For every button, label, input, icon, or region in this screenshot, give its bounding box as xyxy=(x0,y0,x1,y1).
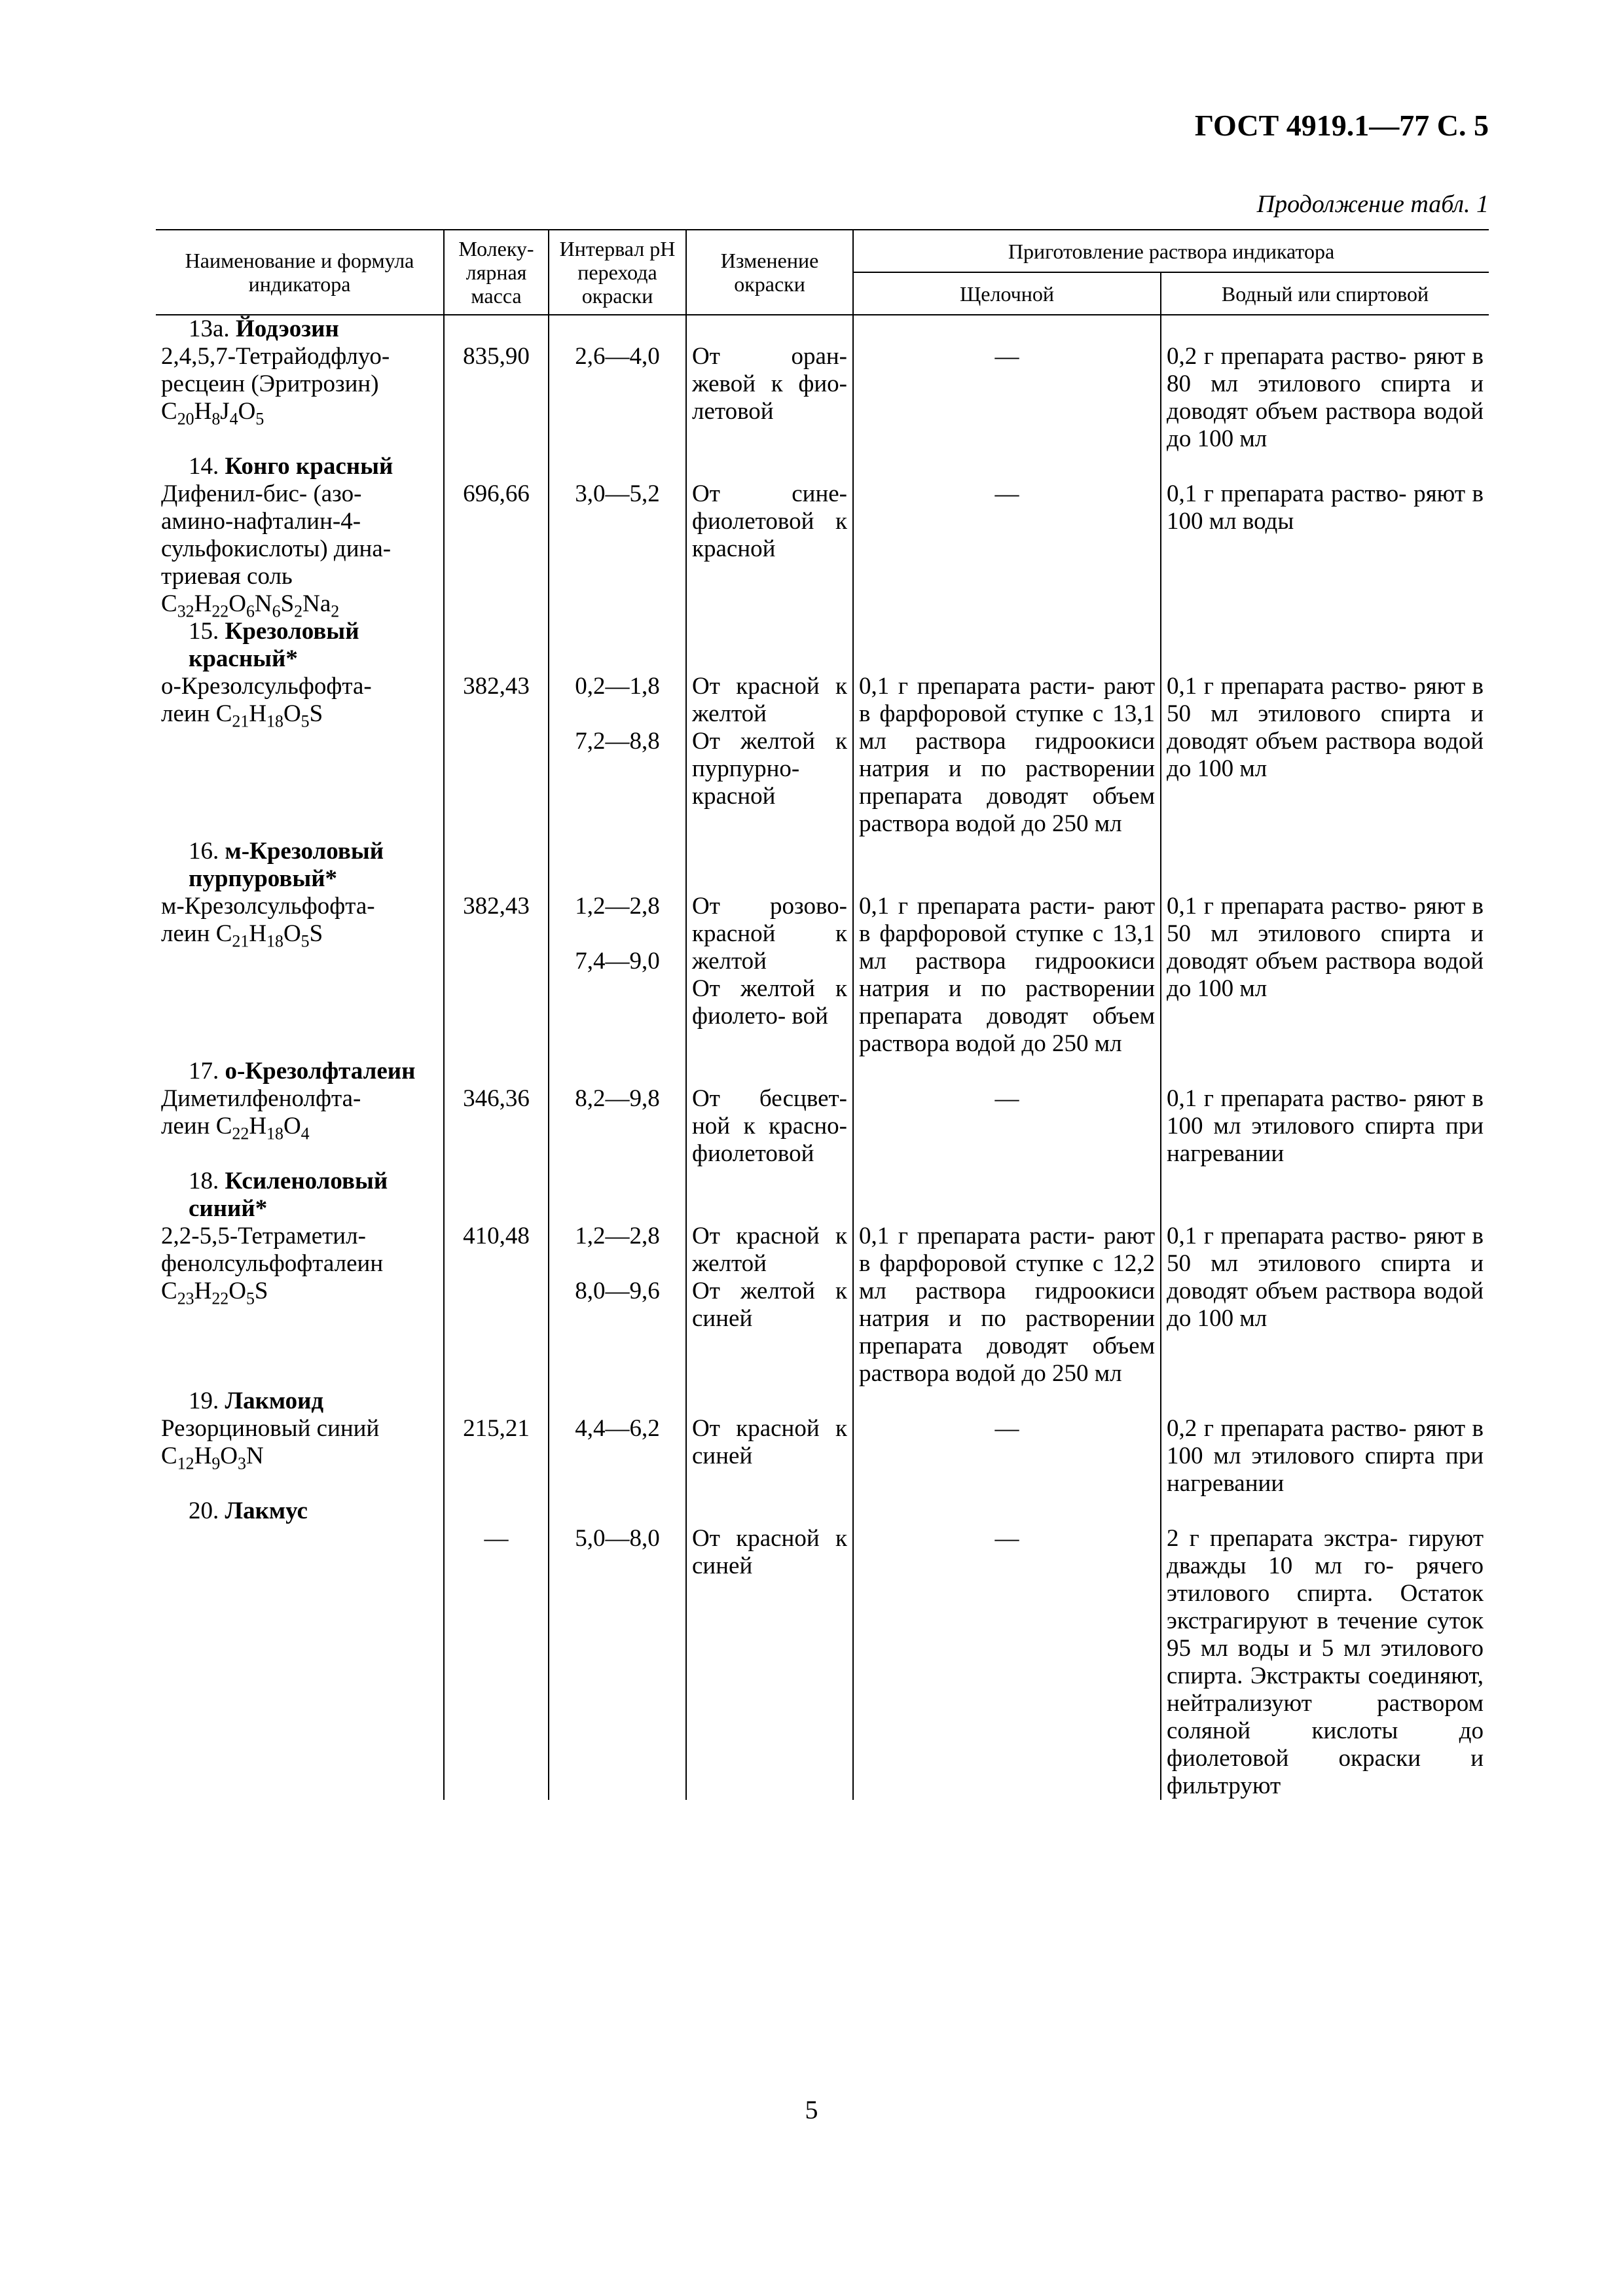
indicator-detail-row xyxy=(156,893,1489,1058)
indicator-detail-row xyxy=(156,343,1489,453)
empty-cell xyxy=(686,1388,853,1415)
indicator-detail-row xyxy=(156,1525,1489,1800)
indicator-formula-cell xyxy=(156,1525,444,1800)
formula-line: сульфокислоты) дина- xyxy=(161,535,392,562)
ph-interval xyxy=(549,673,686,838)
indicator-name: Йодэозин xyxy=(235,315,339,342)
indicator-detail-row xyxy=(156,1223,1489,1388)
empty-cell xyxy=(1161,1058,1489,1085)
ph-interval xyxy=(549,1525,686,1800)
alkaline-solution: 0,1 г препарата расти- рают в фарфоровой ступке с 12,2 мл раствора гидроокиси натрия и по растворении препарата доводят объем раствора водой до 250 мл xyxy=(853,1223,1161,1388)
indicator-table xyxy=(156,229,1489,1800)
empty-cell xyxy=(549,838,686,893)
indicator-detail-row xyxy=(156,1415,1489,1498)
ph-interval xyxy=(549,480,686,618)
empty-cell xyxy=(686,1498,853,1525)
water-alcohol-solution: 0,1 г препарата раство- ряют в 50 мл этилового спирта и доводят объем раствора водой до 100 мл xyxy=(1161,673,1489,838)
indicator-title xyxy=(156,315,444,343)
alkaline-solution: 0,1 г препарата расти- рают в фарфоровой ступке с 13,1 мл раствора гидроокиси натрия и по растворении препарата доводят объем раствора водой до 250 мл xyxy=(853,893,1161,1058)
empty-cell xyxy=(1161,618,1489,673)
color-change-text: От желтой к пурпурно- красной xyxy=(692,728,847,810)
indicator-formula-cell xyxy=(156,893,444,1058)
indicator-title xyxy=(156,1168,444,1223)
empty-cell xyxy=(1161,1168,1489,1223)
molecular-mass: 382,43 xyxy=(444,673,549,838)
empty-cell xyxy=(549,453,686,480)
table-body xyxy=(156,315,1489,1800)
ph-range: 8,0—9,6 xyxy=(575,1278,660,1304)
alkaline-solution: — xyxy=(853,1525,1161,1800)
indicator-number: 17. xyxy=(189,1058,225,1085)
chemical-formula: $C_{12}H_9O_3N$ xyxy=(161,1443,264,1473)
empty-cell xyxy=(686,315,853,343)
alkaline-solution: — xyxy=(853,1415,1161,1498)
col-header-preparation: Приготовление раствора индикатора xyxy=(853,230,1489,272)
indicator-name: Ксиленоловый синий* xyxy=(189,1168,388,1222)
water-alcohol-solution: 0,1 г препарата раство- ряют в 100 мл этилового спирта при нагревании xyxy=(1161,1085,1489,1168)
empty-cell xyxy=(444,1058,549,1085)
indicator-title xyxy=(156,1388,444,1415)
indicator-detail-row xyxy=(156,480,1489,618)
indicator-name: Крезоловый красный* xyxy=(189,618,359,672)
empty-cell xyxy=(686,618,853,673)
formula-line: фенолсульфофталеин xyxy=(161,1250,384,1277)
empty-cell xyxy=(686,1058,853,1085)
color-change-text: От бесцвет- ной к красно- фиолетовой xyxy=(692,1085,847,1167)
page-number: 5 xyxy=(805,2095,818,2125)
formula-line: амино-нафталин-4- xyxy=(161,508,361,535)
ph-range: 4,4—6,2 xyxy=(575,1415,660,1442)
molecular-mass: 346,36 xyxy=(444,1085,549,1168)
ph-interval xyxy=(549,343,686,453)
molecular-mass: 696,66 xyxy=(444,480,549,618)
empty-cell xyxy=(853,315,1161,343)
ph-interval xyxy=(549,1223,686,1388)
empty-cell xyxy=(686,1168,853,1223)
empty-cell xyxy=(853,453,1161,480)
formula-line: Диметилфенолфта- xyxy=(161,1085,361,1112)
formula-line: леин $C_{21}H_{18}O_5S$ xyxy=(161,920,323,951)
empty-cell xyxy=(1161,315,1489,343)
molecular-mass: 382,43 xyxy=(444,893,549,1058)
molecular-mass: 835,90 xyxy=(444,343,549,453)
ph-range: 7,2—8,8 xyxy=(575,728,660,755)
indicator-formula-cell xyxy=(156,673,444,838)
indicator-name: Лакмоид xyxy=(225,1388,324,1414)
empty-cell xyxy=(853,1058,1161,1085)
col-header-water-alcohol: Водный или спиртовой xyxy=(1161,272,1489,315)
empty-cell xyxy=(549,315,686,343)
empty-cell xyxy=(549,1058,686,1085)
ph-range: 2,6—4,0 xyxy=(575,343,660,370)
color-change xyxy=(686,1223,853,1388)
col-header-mass: Молеку- лярная масса xyxy=(444,230,549,315)
chemical-formula: $C_{32}H_{22}O_6N_6S_2Na_2$ xyxy=(161,590,340,621)
color-change-text: От красной к синей xyxy=(692,1415,847,1469)
document-reference: ГОСТ 4919.1—77 С. 5 xyxy=(1194,109,1489,142)
indicator-title xyxy=(156,1058,444,1085)
molecular-mass: 215,21 xyxy=(444,1415,549,1498)
indicator-title-row xyxy=(156,1168,1489,1223)
indicator-name: о-Крезолфталеин xyxy=(225,1058,416,1085)
empty-cell xyxy=(1161,1498,1489,1525)
indicator-title-row xyxy=(156,1058,1489,1085)
formula-line: леин $C_{21}H_{18}O_5S$ xyxy=(161,700,323,731)
indicator-number: 18. xyxy=(189,1168,225,1194)
indicator-formula-cell xyxy=(156,480,444,621)
empty-cell xyxy=(853,838,1161,893)
indicator-title xyxy=(156,838,444,893)
water-alcohol-solution: 0,1 г препарата раство- ряют в 50 мл этилового спирта и доводят объем раствора водой до 100 мл xyxy=(1161,893,1489,1058)
indicator-number: 16. xyxy=(189,838,225,865)
empty-cell xyxy=(549,1168,686,1223)
color-change xyxy=(686,343,853,453)
ph-range: 7,4—9,0 xyxy=(575,948,660,975)
formula-line: Дифенил-бис- (азо- xyxy=(161,480,362,507)
ph-interval xyxy=(549,893,686,1058)
empty-cell xyxy=(686,453,853,480)
color-change-text: От сине- фиолетовой к красной xyxy=(692,480,847,562)
color-change xyxy=(686,673,853,838)
formula-line: ресцеин (Эритрозин) xyxy=(161,370,379,397)
formula-line: Резорциновый синий xyxy=(161,1415,380,1442)
ph-range: 8,2—9,8 xyxy=(575,1085,660,1112)
indicator-formula-cell xyxy=(156,343,444,453)
indicator-number: 14. xyxy=(189,453,225,480)
indicator-number: 19. xyxy=(189,1388,225,1414)
indicator-formula-cell xyxy=(156,1223,444,1388)
formula-line: 2,2-5,5-Тетраметил- xyxy=(161,1223,366,1249)
indicator-formula-cell xyxy=(156,1415,444,1498)
molecular-mass: 410,48 xyxy=(444,1223,549,1388)
empty-cell xyxy=(853,1498,1161,1525)
empty-cell xyxy=(549,618,686,673)
empty-cell xyxy=(1161,453,1489,480)
col-header-change: Изменение окраски xyxy=(686,230,853,315)
empty-cell xyxy=(444,838,549,893)
empty-cell xyxy=(686,838,853,893)
empty-cell xyxy=(853,618,1161,673)
ph-range: 1,2—2,8 xyxy=(575,893,660,920)
indicator-number: 15. xyxy=(189,618,225,645)
color-change-text: От оран- жевой к фио- летовой xyxy=(692,343,847,425)
chemical-formula: $C_{23}H_{22}O_5S$ xyxy=(161,1278,268,1308)
empty-cell xyxy=(444,453,549,480)
formula-line: м-Крезолсульфофта- xyxy=(161,893,375,920)
indicator-title xyxy=(156,453,444,480)
formula-line: о-Крезолсульфофта- xyxy=(161,673,372,700)
formula-line: леин $C_{22}H_{18}O_4$ xyxy=(161,1113,310,1143)
color-change-text: От желтой к синей xyxy=(692,1278,847,1332)
ph-range: 5,0—8,0 xyxy=(575,1525,660,1552)
indicator-title-row xyxy=(156,1388,1489,1415)
indicator-detail-row xyxy=(156,1085,1489,1168)
ph-interval xyxy=(549,1415,686,1498)
color-change-text: От желтой к фиолето- вой xyxy=(692,975,847,1030)
empty-cell xyxy=(1161,838,1489,893)
indicator-formula-cell xyxy=(156,1085,444,1168)
color-change xyxy=(686,1085,853,1168)
color-change-text: От красной к желтой xyxy=(692,673,847,727)
water-alcohol-solution: 2 г препарата экстра- гируют дважды 10 мл го- рячего этилового спирта. Остаток экстрагируют в течение суток 95 мл воды и 5 мл этилового спирта. Экстракты соединяют, нейтрализуют раствором соляной кислоты до фиолетовой окраски и фильтруют xyxy=(1161,1525,1489,1800)
alkaline-solution: 0,1 г препарата расти- рают в фарфоровой ступке с 13,1 мл раствора гидроокиси натрия и по растворении препарата доводят объем раствора водой до 250 мл xyxy=(853,673,1161,838)
water-alcohol-solution: 0,2 г препарата раство- ряют в 100 мл этилового спирта при нагревании xyxy=(1161,1415,1489,1498)
color-change xyxy=(686,1525,853,1800)
indicator-name: м-Крезоловый пурпуровый* xyxy=(189,838,384,892)
color-change-text: От розово- красной к желтой xyxy=(692,893,847,975)
empty-cell xyxy=(853,1388,1161,1415)
alkaline-solution: — xyxy=(853,343,1161,453)
formula-line: триевая соль xyxy=(161,563,293,590)
empty-cell xyxy=(1161,1388,1489,1415)
color-change-text: От красной к желтой xyxy=(692,1223,847,1277)
indicator-name: Лакмус xyxy=(225,1498,308,1524)
color-change-text: От красной к синей xyxy=(692,1525,847,1579)
color-change xyxy=(686,1415,853,1498)
water-alcohol-solution: 0,1 г препарата раство- ряют в 100 мл воды xyxy=(1161,480,1489,618)
indicator-title xyxy=(156,1498,444,1525)
indicator-title-row xyxy=(156,1498,1489,1525)
color-change xyxy=(686,480,853,618)
ph-range: 3,0—5,2 xyxy=(575,480,660,507)
indicator-name: Конго красный xyxy=(225,453,393,480)
alkaline-solution: — xyxy=(853,1085,1161,1168)
empty-cell xyxy=(444,315,549,343)
indicator-title-row xyxy=(156,618,1489,673)
empty-cell xyxy=(444,618,549,673)
ph-range: 0,2—1,8 xyxy=(575,673,660,700)
alkaline-solution: — xyxy=(853,480,1161,618)
col-header-name: Наименование и формула индикатора xyxy=(156,230,444,315)
empty-cell xyxy=(549,1498,686,1525)
water-alcohol-solution: 0,1 г препарата раство- ряют в 50 мл этилового спирта и доводят объем раствора водой до 100 мл xyxy=(1161,1223,1489,1388)
indicator-number: 13а. xyxy=(189,315,236,342)
molecular-mass: — xyxy=(444,1525,549,1800)
empty-cell xyxy=(549,1388,686,1415)
indicator-title-row xyxy=(156,315,1489,343)
indicator-title xyxy=(156,618,444,673)
empty-cell xyxy=(444,1168,549,1223)
color-change xyxy=(686,893,853,1058)
col-header-ph: Интервал pH перехода окраски xyxy=(549,230,686,315)
ph-interval xyxy=(549,1085,686,1168)
indicator-detail-row xyxy=(156,673,1489,838)
table-caption: Продолжение табл. 1 xyxy=(1256,190,1489,218)
ph-range: 1,2—2,8 xyxy=(575,1223,660,1249)
water-alcohol-solution: 0,2 г препарата раство- ряют в 80 мл этилового спирта и доводят объем раствора водой до 100 мл xyxy=(1161,343,1489,453)
indicator-title-row xyxy=(156,838,1489,893)
empty-cell xyxy=(853,1168,1161,1223)
formula-line: 2,4,5,7-Тетрайодфлуо- xyxy=(161,343,390,370)
empty-cell xyxy=(444,1388,549,1415)
indicator-title-row xyxy=(156,453,1489,480)
empty-cell xyxy=(444,1498,549,1525)
indicator-number: 20. xyxy=(189,1498,225,1524)
col-header-alkaline: Щелочной xyxy=(853,272,1161,315)
chemical-formula: $C_{20}H_8J_4O_5$ xyxy=(161,398,264,429)
